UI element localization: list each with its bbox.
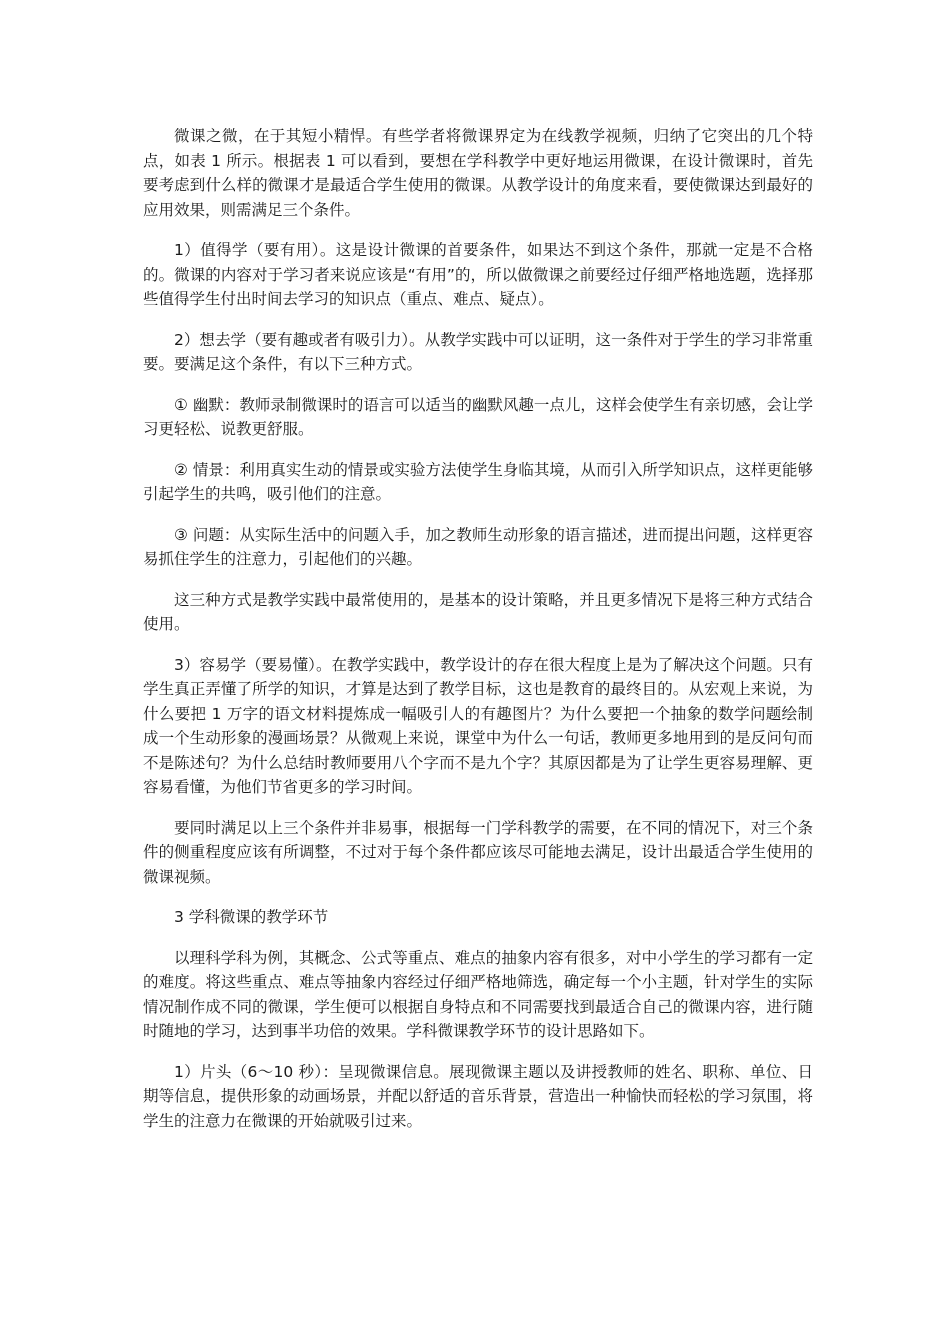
section-heading: 3 学科微课的教学环节 bbox=[174, 908, 329, 926]
paragraph-section-intro: 以理科学科为例，其概念、公式等重点、难点的抽象内容有很多，对中小学生的学习都有一定的难度。将这些重点、难点等抽象内容经过仔细严格地筛选，确定每一个小主题，针对学生的实际情况制作成不同的微课，学生便可以根据自身特点和不同需要找到最适合自己的微课内容，进行随时随地的学习，达到事半功倍的效果。学科微课教学环节的设计思路如下。 bbox=[143, 948, 813, 1040]
paragraph-condition-3: 3）容易学（要易懂）。在教学实践中，教学设计的存在很大程度上是为了解决这个问题。只有学生真正弄懂了所学的知识，才算是达到了教学目标，这也是教育的最终目的。从宏观上来说，为什么要把 1 万字的语文材料提炼成一幅吸引人的有趣图片？为什么要把一个抽象的数学问题绘制成一个生动形象的漫画场景？从微观上来说，课堂中为什么一句话，教师更多地用到的是反问句而不是陈述句？为什么总结时教师要用八个字而不是九个字？其原因都是为了让学生更容易理解、更容易看懂，为他们节省更多的学习时间。 bbox=[143, 655, 813, 796]
paragraph-opening: 1）片头（6～10 秒）：呈现微课信息。展现微课主题以及讲授教师的姓名、职称、单位、日期等信息，提供形象的动画场景，并配以舒适的音乐背景，营造出一种愉快而轻松的学习氛围，将学生的注意力在微课的开始就吸引过来。 bbox=[143, 1062, 813, 1130]
paragraph-summary: 要同时满足以上三个条件并非易事，根据每一门学科教学的需要，在不同的情况下，对三个条件的侧重程度应该有所调整，不过对于每个条件都应该尽可能地去满足，设计出最适合学生使用的微课视频。 bbox=[143, 818, 813, 886]
paragraph-scenario: ② 情景：利用真实生动的情景或实验方法使学生身临其境，从而引入所学知识点，这样更能够引起学生的共鸣，吸引他们的注意。 bbox=[143, 460, 813, 503]
paragraph-three-methods: 这三种方式是教学实践中最常使用的，是基本的设计策略，并且更多情况下是将三种方式结合使用。 bbox=[143, 590, 813, 633]
paragraph-condition-1: 1）值得学（要有用）。这是设计微课的首要条件，如果达不到这个条件，那就一定是不合格的。微课的内容对于学习者来说应该是“有用”的，所以做微课之前要经过仔细严格地选题，选择那些值得学生付出时间去学习的知识点（重点、难点、疑点）。 bbox=[143, 241, 813, 308]
paragraph-intro: 微课之微，在于其短小精悍。有些学者将微课界定为在线教学视频，归纳了它突出的几个特点，如表 1 所示。根据表 1 可以看到，要想在学科教学中更好地运用微课，在设计微课时，首先要考虑到什么样的微课才是最适合学生使用的微课。从教学设计的角度来看，要使微课达到最好的应用效果，则需满足三个条件。 bbox=[143, 127, 813, 219]
paragraph-condition-2: 2）想去学（要有趣或者有吸引力）。从教学实践中可以证明，这一条件对于学生的学习非常重要。要满足这个条件，有以下三种方式。 bbox=[143, 330, 813, 373]
document-body bbox=[143, 124, 813, 1149]
paragraph-humor: ① 幽默：教师录制微课时的语言可以适当的幽默风趣一点儿，这样会使学生有亲切感，会让学习更轻松、说教更舒服。 bbox=[143, 395, 813, 438]
paragraph-question: ③ 问题：从实际生活中的问题入手，加之教师生动形象的语言描述，进而提出问题，这样更容易抓住学生的注意力，引起他们的兴趣。 bbox=[143, 525, 813, 568]
